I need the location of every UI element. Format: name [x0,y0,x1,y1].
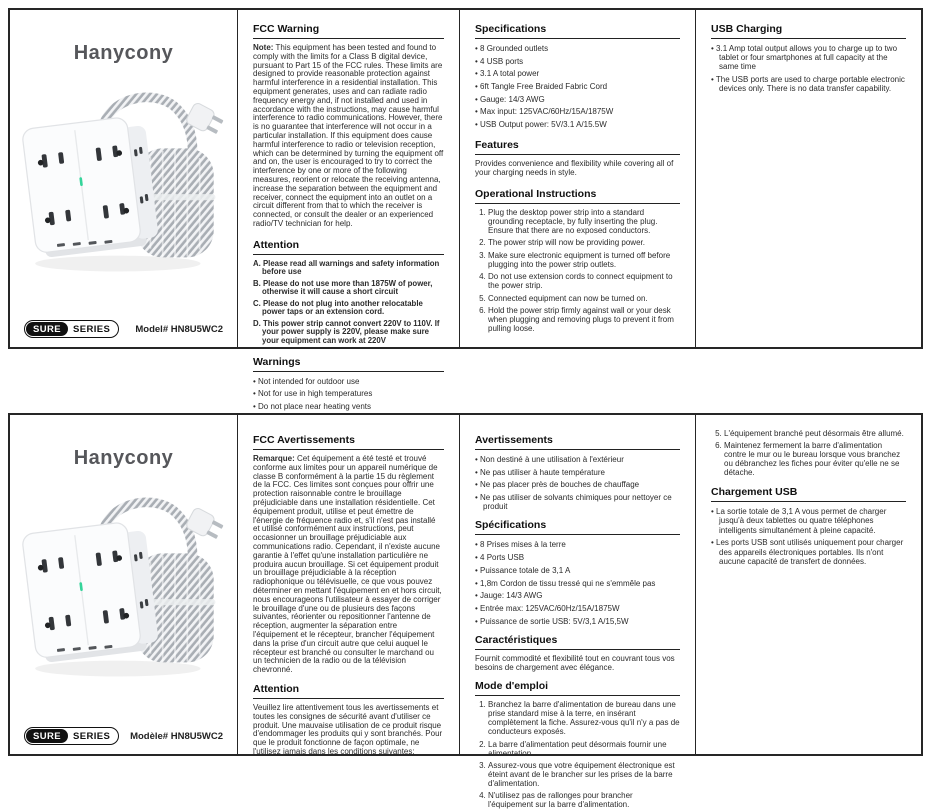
operational-instructions-section [475,188,680,334]
product-column-fr [10,415,237,754]
model-row [24,320,223,338]
section-title: FCC Warning [253,23,444,39]
fcc-warning-section [253,434,444,675]
operation-step: 6. Hold the power strip firmly against wall or your desk when plugging and removing plugs to prevent it from pulling loose. [488,307,680,334]
fcc-paragraph [253,44,444,229]
attention-item: A. Please read all warnings and safety information before use [253,258,440,277]
spec-item: • USB Output power: 5V/3.1 A/15.5W [475,120,680,129]
operation-step: 6. Maintenez fermement la barre d'alimentation contre le mur ou le bureau lorsque vous branchez ou débranchez les fiches pour éviter qu'elle ne se détache. [724,442,906,478]
badge-series-label: SERIES [73,323,111,335]
section-title: Attention [253,239,444,255]
spec-item: • 4 Ports USB [475,553,680,562]
features-body: Fournit commodité et flexibilité tout en couvrant tous vos besoins de chargement avec élégance. [475,653,675,672]
spec-item: • 3.1 A total power [475,69,680,78]
attention-item: C. Please do not plug into another relocatable power taps or an extension cord. [253,298,423,317]
usb-list [711,507,906,566]
warning-item: • Do not place near heating vents [253,402,444,411]
attention-section [253,683,444,757]
product-column-en [10,10,237,347]
fcc-paragraph [253,455,444,675]
operation-list [475,701,680,810]
specifications-section [475,23,680,129]
badge-sure-label: SURE [26,729,68,743]
warning-item: • Not intended for outdoor use [253,377,444,386]
product-image [25,71,223,275]
specs-column-en [459,10,695,347]
section-title: Warnings [253,356,444,372]
note-label: Note: [253,43,274,52]
usb-charging-section [711,486,906,566]
fcc-column-en [237,10,459,412]
specs-column-fr [459,415,695,810]
spec-item: • Puissance de sortie USB: 5V/3,1 A/15,5W [475,617,680,626]
section-title: Caractéristiques [475,634,680,650]
section-title: Spécifications [475,519,680,535]
operational-instructions-section [475,680,680,810]
section-title: Avertissements [475,434,680,450]
section-title: Operational Instructions [475,188,680,204]
warnings-list [475,455,680,511]
specs-list [475,44,680,129]
fcc-body-text: Cet équipement a été testé et trouvé conforme aux limites pour un appareil numérique de classe B conformément à la partie 15 du règlement de la FCC. Ces limites sont conçues pour offrir une protection raisonnable contre le brouillage préjudiciable dans une installation résidentielle. Cet équipement produit, utilise et peut émettre de l'énergie de fréquence radio et, s'il n'est pas installé et utilisé conformément aux instructions, peut occasionner un brouillage préjudiciable aux communications radio. Cependant, il n'existe aucune garantie à l'effet qu'une installation particulière ne produira aucun brouillage. Si cet équipement produit un brouillage préjudiciable à la réception radiophonique ou télévisuelle, ce que vous pouvez déterminer en mettant l'équipement en et hors circuit, nous encourageons l'utilisateur à essayer de corriger le brouillage d'une ou de plusieurs des façons suivantes, réorienter ou repositionner l'antenne de réception, augmenter la séparation entre l'équipement et le récepteur, brancher l'équipement dans la prise d'un circuit autre que celui auquel le récepteur est branché ou consulter le marchand ou un technicien de la radio ou de la télévision chevronné. [253,454,442,675]
model-row [24,727,223,745]
features-section [475,634,680,673]
usb-column-en [695,10,921,347]
usb-item: • Les ports USB sont utilisés uniquement pour charger des appareils électroniques portables. Ils n'ont aucune capacité de transfert de données. [711,538,906,566]
operation-step: 2. The power strip will now be providing power. [488,239,680,248]
section-title: Specifications [475,23,680,39]
usb-list [711,44,906,93]
spec-item: • 8 Grounded outlets [475,44,680,53]
specs-list [475,540,680,625]
warning-item: • Ne pas utiliser à haute température [475,468,680,477]
spec-item: • Puissance totale de 3,1 A [475,566,680,575]
operation-step: 3. Make sure electronic equipment is turned off before plugging into the power strip outlets. [488,252,680,270]
attention-list [253,260,444,346]
brand-logo: Hanycony [73,42,174,64]
spec-item: • 4 USB ports [475,57,680,66]
section-title: FCC Avertissements [253,434,444,450]
usb-item: • The USB ports are used to charge portable electronic devices only. There is no data transfer capability. [711,75,906,93]
operation-step: 5. Connected equipment can now be turned on. [488,295,680,304]
operation-step: 2. La barre d'alimentation peut désormais fournir une alimentation. [488,741,680,759]
operation-step: 3. Assurez-vous que votre équipement électronique est éteint avant de le brancher sur les prises de la barre d'alimentation. [488,762,680,789]
section-title: Chargement USB [711,486,906,502]
badge-sure-label: SURE [26,322,68,336]
usb-charging-section [711,23,906,93]
model-number: Model# HN8U5WC2 [135,323,223,335]
fcc-column-fr [237,415,459,754]
operation-step: 1. Branchez la barre d'alimentation de bureau dans une prise standard mise à la terre, en insérant complètement la fiche. Assurez-vous qu'il n'y a pas de conducteurs exposés. [488,701,680,737]
series-badge [24,727,119,745]
features-section [475,139,680,178]
attention-section [253,239,444,346]
warning-item: • Non destiné à une utilisation à l'extérieur [475,455,680,464]
spec-item: • Gauge: 14/3 AWG [475,95,680,104]
product-image [25,476,223,680]
operation-step: 5. L'équipement branché peut désormais être allumé. [724,430,906,439]
usb-item: • 3.1 Amp total output allows you to charge up to two tablet or four smartphones at full capacity at the same time [711,44,906,72]
section-title: Mode d'emploi [475,680,680,696]
operation-step: 1. Plug the desktop power strip into a standard grounding receptacle, by fully inserting the plug. Ensure that there are no exposed conductors. [488,209,680,236]
badge-series-label: SERIES [73,730,111,742]
note-label: Remarque: [253,454,295,463]
fcc-body-text: This equipment has been tested and found to comply with the limits for a Class B digital device, pursuant to Part 15 of the FCC rules. These limits are designed to provide reasonable protection against harmful interference in a residential installation. This equipment generates, uses and can radiate radio frequency energy and, if not installed and used in accordance with the instructions, may cause harmful interference to radio communications. However, there is no guarantee that interference will not occur in a particular installation. If this equipment does cause harmful interference to radio or television reception, which can be determined by turning the equipment off and on, the user is encouraged to try to correct the interference by one or more of the following measures, reorient or relocate the receiving antenna, increase the separation between the equipment and receiver, connect the equipment into an outlet on a circuit different from that to which the receiver is connected, or consult the dealer or an experienced radio/TV technician for help. [253,43,444,228]
warnings-section [475,434,680,511]
spec-item: • 6ft Tangle Free Braided Fabric Cord [475,82,680,91]
specifications-section [475,519,680,625]
attention-item: B. Please do not use more than 1875W of power, otherwise it will cause a short circuit [253,278,433,297]
operation-step: 4. Do not use extension cords to connect equipment to the power strip. [488,273,680,291]
spec-item: • Max input: 125VAC/60Hz/15A/1875W [475,107,680,116]
spec-item: • Entrée max: 125VAC/60Hz/15A/1875W [475,604,680,613]
operation-step: 4. N'utilisez pas de rallonges pour brancher l'équipement sur la barre d'alimentation. [488,792,680,810]
spec-item: • 8 Prises mises à la terre [475,540,680,549]
attention-body: Veuillez lire attentivement tous les avertissements et toutes les consignes de sécurité avant d'utiliser ce produit. Une mauvaise utilisation de ce produit risque d'endommager les produits qui y sont branchés. Pour que le produit fonctionne de façon optimale, ne l'utilisez jamais dans les conditions suivantes: [253,702,443,756]
section-title: USB Charging [711,23,906,39]
spec-item: • 1,8m Cordon de tissu tressé qui ne s'emmêle pas [475,579,680,588]
brand-logo: Hanycony [73,447,174,469]
operation-list-continued [711,430,906,478]
model-number: Modèle# HN8U5WC2 [130,730,223,742]
fcc-warning-section [253,23,444,229]
section-title: Features [475,139,680,155]
panel-french [8,413,923,810]
operation-list [475,209,680,334]
section-title: Attention [253,683,444,699]
usb-item: • La sortie totale de 3,1 A vous permet de charger jusqu'à deux tablettes ou quatre téléphones intelligents simultanément à pleine capacité. [711,507,906,535]
warning-item: • Not for use in high temperatures [253,389,444,398]
attention-item: D. This power strip cannot convert 220V to 110V. If your power supply is 220V, please make sure your equipment can work at 220V [253,318,440,345]
panel-english [8,8,923,412]
features-body: Provides convenience and flexibility while covering all of your charging needs in style. [475,159,674,178]
warning-item: • Ne pas placer près de bouches de chauffage [475,480,680,489]
usb-column-fr [695,415,921,754]
warning-item: • Ne pas utiliser de solvants chimiques pour nettoyer ce produit [475,493,680,511]
spec-item: • Jauge: 14/3 AWG [475,591,680,600]
series-badge [24,320,119,338]
